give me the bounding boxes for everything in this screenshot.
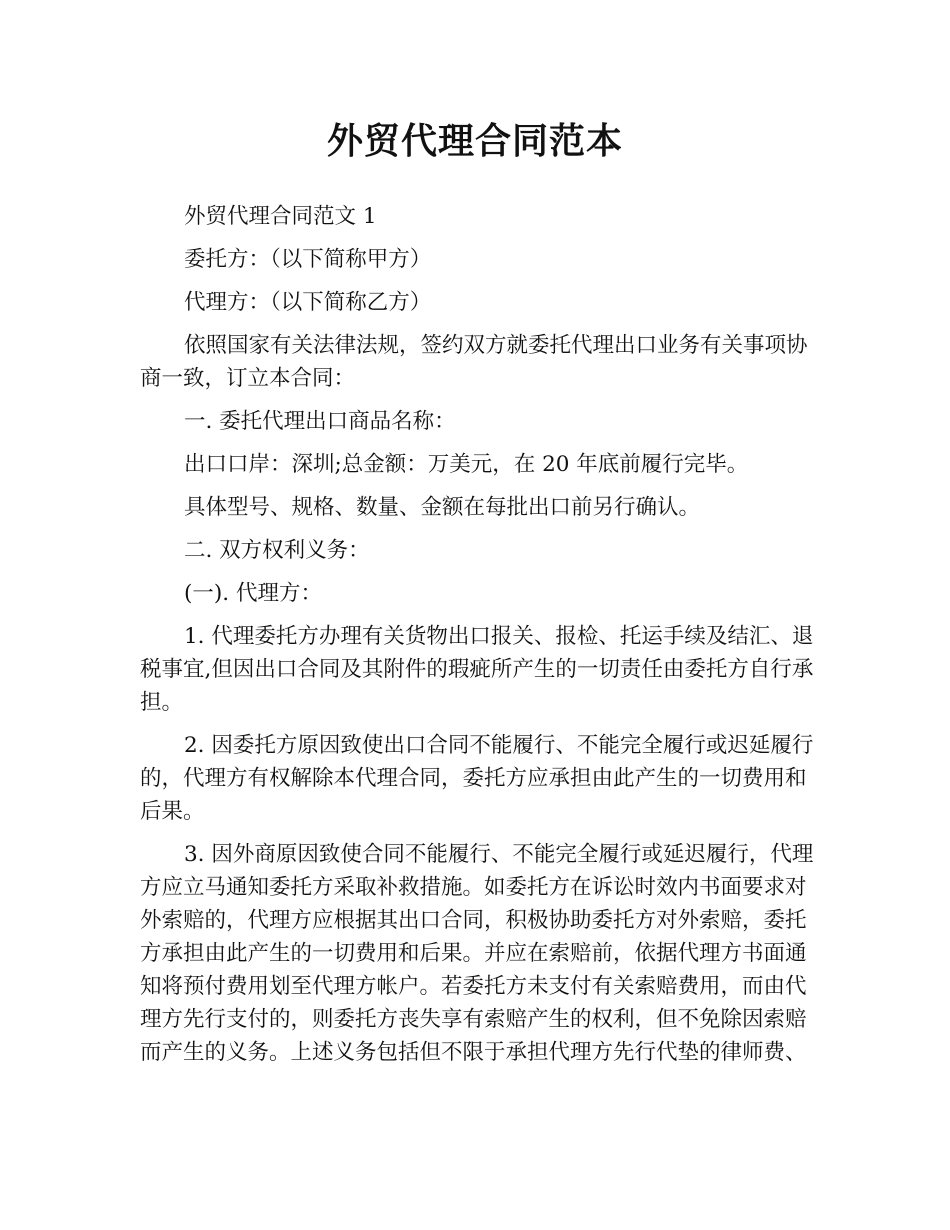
paragraph-clause-1: 1. 代理委托方办理有关货物出口报关、报检、托运手续及结汇、退税事宜,但因出口合同及其附件的瑕疵所产生的一切责任由委托方自行承担。 <box>140 624 814 715</box>
paragraph-clause-2: 2. 因委托方原因致使出口合同不能履行、不能完全履行或迟延履行的，代理方有权解除本代理合同，委托方应承担由此产生的一切费用和后果。 <box>140 733 814 824</box>
document-body <box>140 200 820 1079</box>
paragraph-section-2: 二. 双方权利义务： <box>184 538 370 563</box>
document-title: 外贸代理合同范本 <box>326 121 623 162</box>
paragraph-heading-sample: 外贸代理合同范文 1 <box>184 204 377 229</box>
paragraph-principal: 委托方：（以下简称甲方） <box>184 247 432 272</box>
paragraph-export-port: 出口口岸：深圳;总金额：万美元，在 20 年底前履行完毕。 <box>184 452 749 477</box>
paragraph-section-1: 一. 委托代理出口商品名称： <box>184 409 456 434</box>
paragraph-clause-3: 3. 因外商原因致使合同不能履行、不能完全履行或延迟履行，代理方应立马通知委托方采取补救措施。如委托方在诉讼时效内书面要求对外索赔的，代理方应根据其出口合同，积极协助委托方对外索赔，委托方承担由此产生的一切费用和后果。并应在索赔前，依据代理方书面通知将预付费用划至代理方帐户。若委托方未支付有关索赔费用，而由代理方先行支付的，则委托方丧失享有索赔产生的权利，但不免除因索赔而产生的义务。上述义务包括但不限于承担代理方先行代垫的律师费、 <box>140 842 814 1065</box>
paragraph-preamble: 依照国家有关法律法规，签约双方就委托代理出口业务有关事项协商一致，订立本合同： <box>140 333 808 391</box>
paragraph-specs: 具体型号、规格、数量、金额在每批出口前另行确认。 <box>184 495 701 520</box>
paragraph-agent: 代理方：（以下简称乙方） <box>184 290 432 315</box>
paragraph-subsection-agent: (一). 代理方： <box>184 581 322 606</box>
